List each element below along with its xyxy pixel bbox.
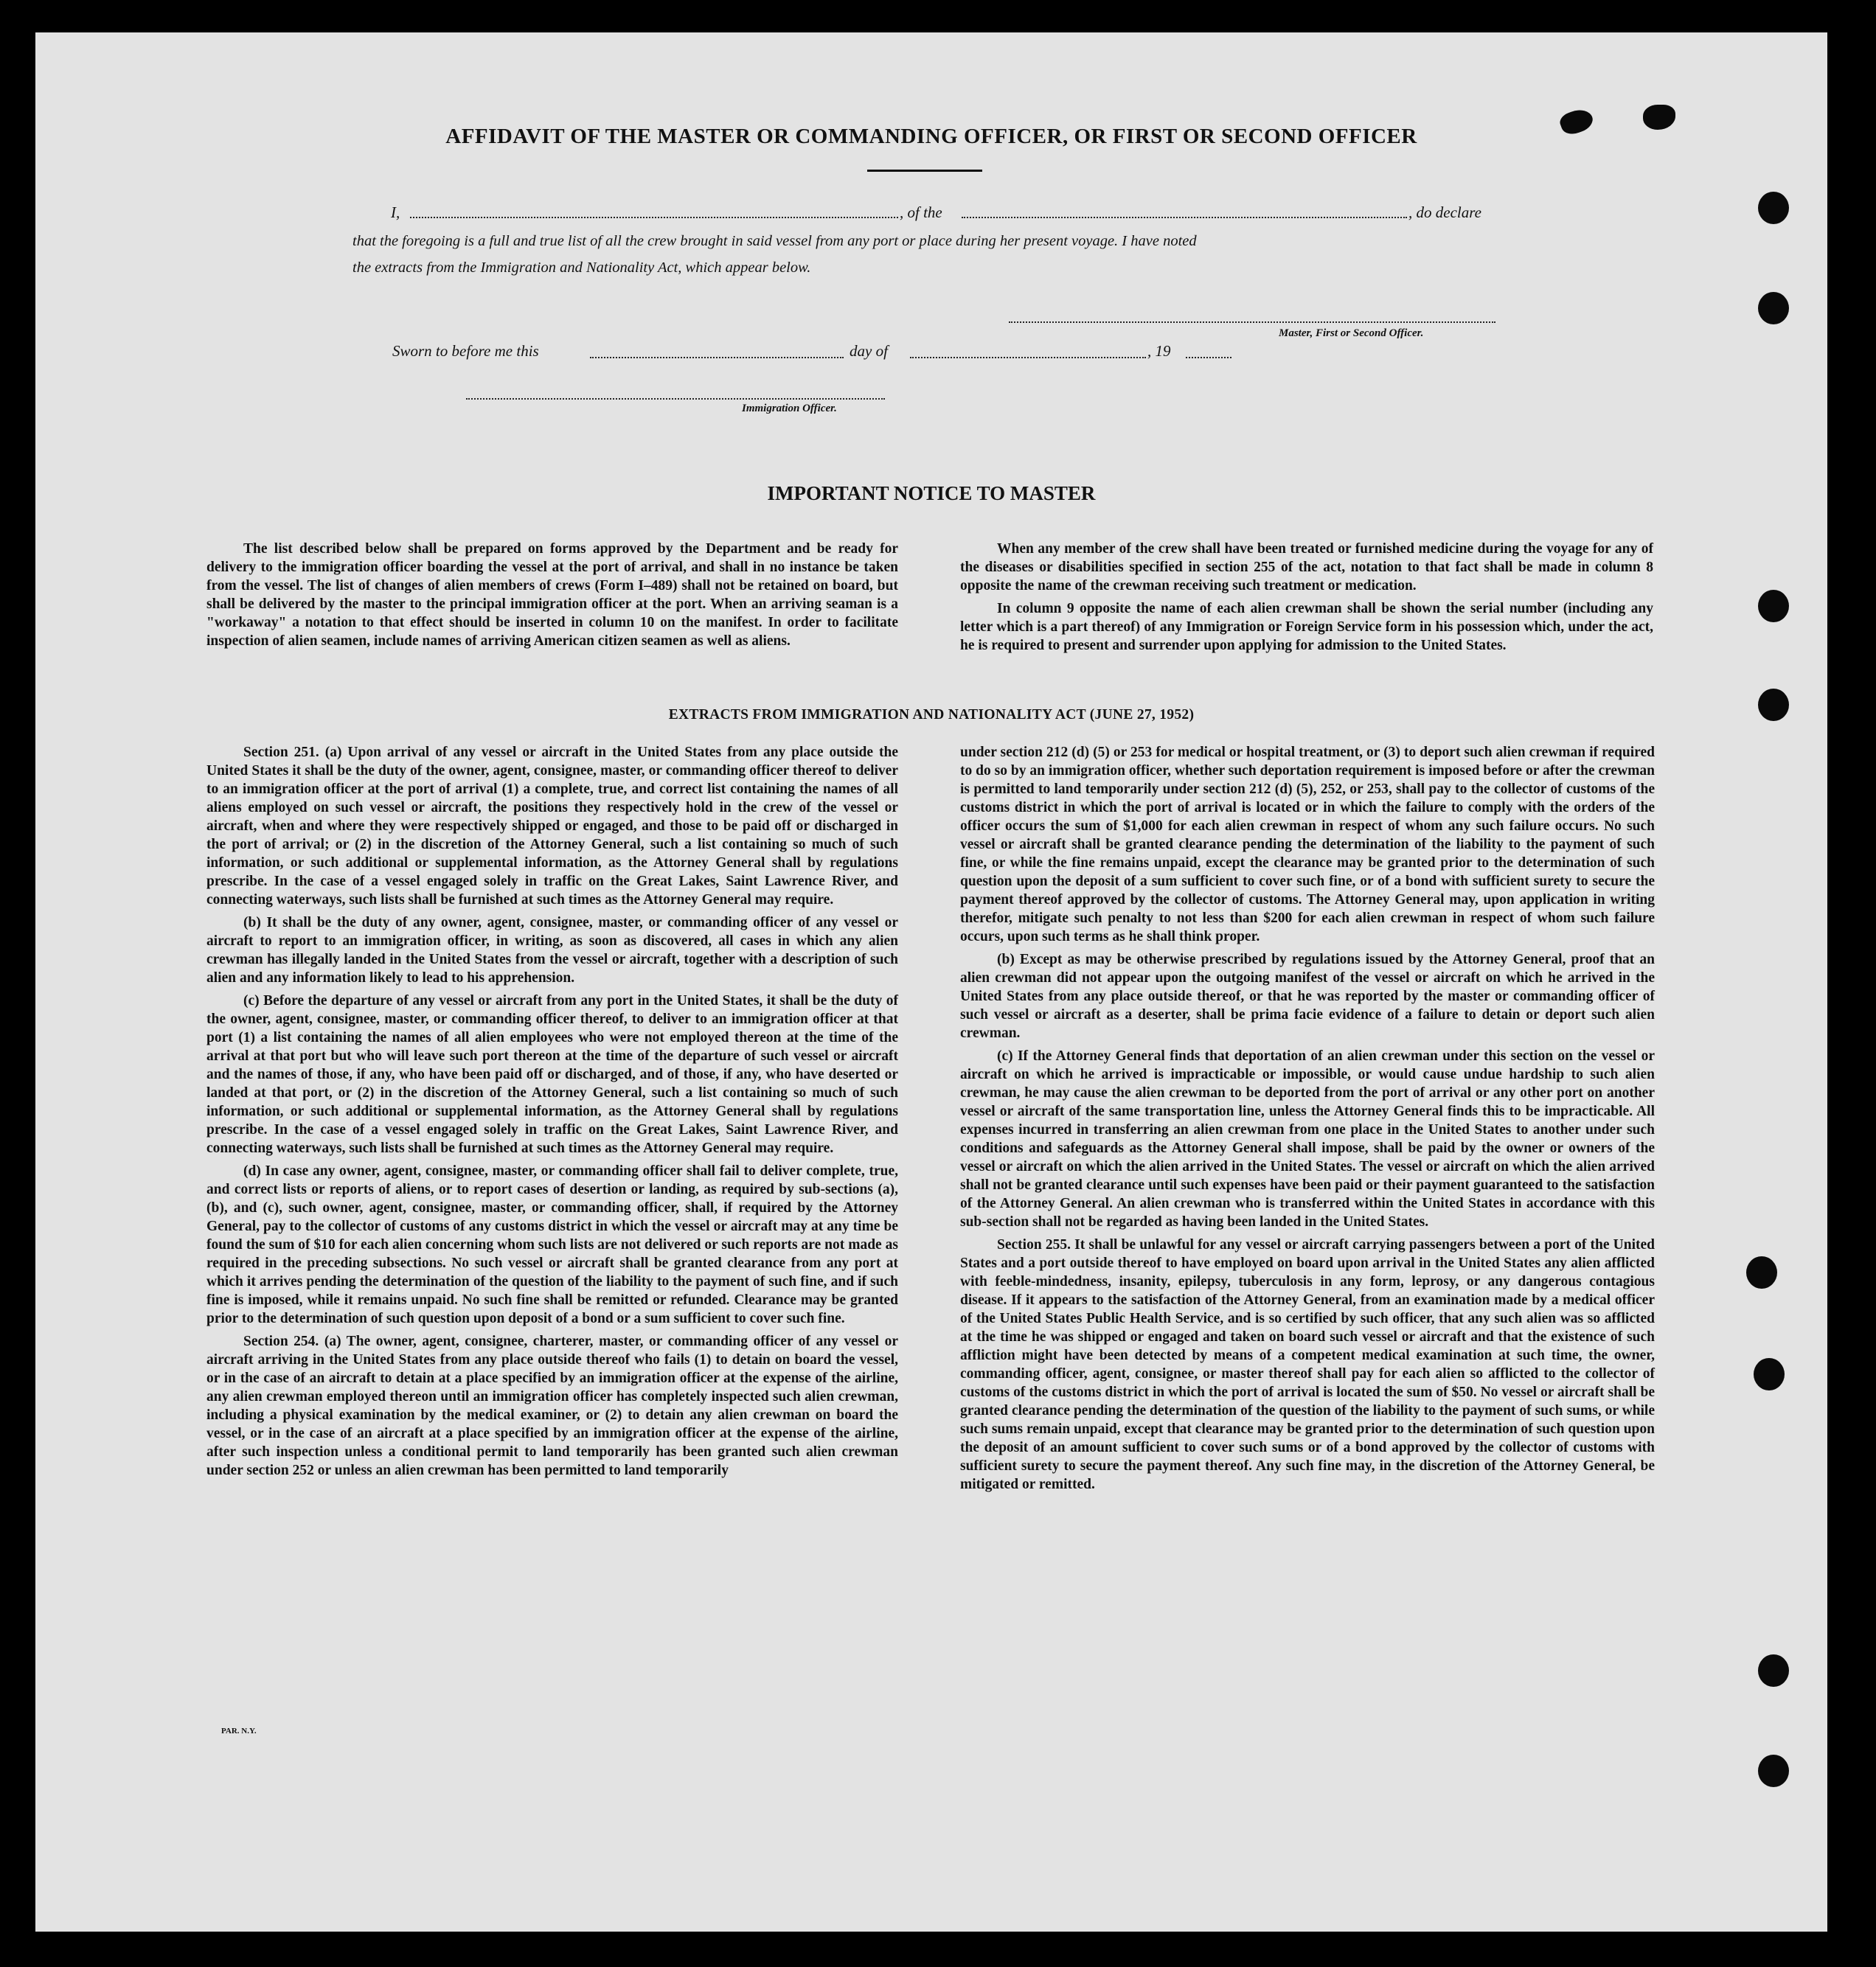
binder-hole <box>1758 1654 1789 1687</box>
extract-paragraph: Section 254. (a) The owner, agent, consignee, charterer, master, or commanding officer of any vessel or aircraft arriving in the United States from any place outside thereof who fails (1) to detain on board the vessel, or in the case of an aircraft to detain at a place specified by an immigration officer at the expense of the airline, any alien crewman employed thereon until an immigration officer has completely inspected such alien crewman, including a physical examination by the medical examiner, or (2) to detain any alien crewman on board the vessel, or in the case of an aircraft at a place specified by an immigration officer at the expense of the airline, after such inspection unless a conditional permit to land temporarily has been granted such alien crewman under section 252 or unless an alien crewman has been permitted to land temporarily <box>206 1334 898 1478</box>
of-the-label: , of the <box>900 203 942 221</box>
extracts-left-column <box>206 743 898 1484</box>
vessel-field[interactable] <box>962 217 1407 218</box>
binder-hole <box>1758 1755 1789 1787</box>
declaration-line-3: the extracts from the Immigration and Nationality Act, which appear below. <box>352 260 811 276</box>
binder-hole <box>1758 192 1789 224</box>
extract-paragraph: (b) It shall be the duty of any owner, agent, consignee, master, or commanding officer of any vessel or aircraft to report to an immigration officer, in writing, as soon as discovered, all cases in which any alien crewman has illegally landed in the United States from the vessel or aircraft, together with a description of such alien and any information likely to lead to his apprehension. <box>206 915 898 986</box>
binder-hole <box>1746 1256 1777 1289</box>
document-page <box>35 32 1827 1932</box>
title-underline <box>867 170 982 172</box>
sworn-date-field[interactable] <box>590 357 844 358</box>
extract-paragraph: (c) Before the departure of any vessel or aircraft from any port in the United States, it shall be the duty of the owner, agent, consignee, master, or commanding officer thereof, to deliver to an immigration officer at that port (1) a list containing the names of all alien employees who were not employed thereon at the time of the arrival at that port but who will leave such port thereon at the time of the departure of such vessel or aircraft and the names of those, if any, who have been paid off or discharged, and of those, if any, who have deserted or landed at that port, or (2) in the discretion of the Attorney General, such a list containing so much of such information, or such additional or supplemental information, as the Attorney General shall by regulations prescribe. In the case of a vessel engaged solely in traffic on the Great Lakes, Saint Lawrence River, and connecting waterways, such lists shall be furnished at such times as the Attorney General may require. <box>206 993 898 1156</box>
month-field[interactable] <box>910 357 1146 358</box>
affidavit-title: AFFIDAVIT OF THE MASTER OR COMMANDING OFFICER, OR FIRST OR SECOND OFFICER <box>445 125 1417 148</box>
binder-hole <box>1758 590 1789 622</box>
do-declare-label: , do declare <box>1408 203 1481 221</box>
notice-left-column <box>206 540 898 655</box>
master-signature-field[interactable] <box>1009 321 1495 323</box>
master-signature-label: Master, First or Second Officer. <box>1279 327 1424 339</box>
extract-paragraph: (d) In case any owner, agent, consignee, master, or commanding officer shall fail to deliver complete, true, and correct lists or reports of aliens, or to report cases of desertion or landing, as required by sub-sections (a), (b), and (c), such owner, agent, consignee, master, or commanding officer, shall, if required by the Attorney General, pay to the collector of customs of any customs district in which the vessel or aircraft may at any time be found the sum of $10 for each alien concerning whom such lists are not delivered or such reports are not made as required in the preceding subsections. No such vessel or aircraft shall be granted clearance from any port at which it arrives pending the determination of the question of the liability to the payment of such fine, and if such fine is imposed, while it remains unpaid. No such fine shall be remitted or refunded. Clearance may be granted prior to the determination of such question upon deposit of a bond or a sum sufficient to cover such fine. <box>206 1163 898 1326</box>
extract-paragraph: Section 255. It shall be unlawful for any vessel or aircraft carrying passengers between a port of the United States and a port outside thereof to have employed on board upon arrival in the United States any alien afflicted with feeble-mindedness, insanity, epilepsy, tuberculosis in any form, leprosy, or any dangerous contagious disease. If it appears to the satisfaction of the Attorney General, from an examination made by a medical officer of the United States Public Health Service, and is so certified by such officer, that any such alien was so afflicted at the time he was shipped or engaged and taken on board such vessel or aircraft and that the existence of such affliction might have been detected by means of a competent medical examination at such time, the owner, commanding officer, agent, consignee, or master thereof shall pay for each alien so afflicted to the collector of customs of the customs district in which the port of arrival is located the sum of $50. No vessel or aircraft shall be granted clearance pending the determination of the question of the liability to the payment of such sums, or while such sums remain unpaid, except that clearance may be granted prior to the determination of such question upon the deposit of an amount sufficient to cover such sums or of a bond approved by the collector of customs with sufficient surety to secure the payment thereof. Any such fine may, in the discretion of the Attorney General, be mitigated or remitted. <box>960 1237 1655 1492</box>
printer-mark: PAR. N.Y. <box>221 1727 257 1736</box>
declarant-prefix: I, <box>391 203 400 221</box>
notice-paragraph: When any member of the crew shall have been treated or furnished medicine during the voyage for any of the diseases or disabilities specified in section 255 of the act, notation to that fact shall be made in column 8 opposite the name of the crewman receiving such treatment or medication. <box>960 541 1653 593</box>
year-field[interactable] <box>1186 357 1231 358</box>
year-label: , 19 <box>1147 342 1171 360</box>
extract-paragraph: (c) If the Attorney General finds that deportation of an alien crewman under this section on the vessel or aircraft on which he arrived is impracticable or impossible, or would cause undue hardship to such alien crewman, he may cause the alien crewman to be deported from the port of arrival or any other port on another vessel or aircraft of the same transportation line, unless the Attorney General finds this to be impracticable. All expenses incurred in transferring an alien crewman from one place in the United States to another under such conditions and safeguards as the Attorney General shall impose, shall be paid by the owner or owners of the vessel or aircraft on which the alien arrived in the United States. The vessel or aircraft on which the alien arrived shall not be granted clearance until such expenses have been paid or their payment guaranteed to the satisfaction of the Attorney General. An alien crewman who is transferred within the United States in accordance with this sub-section shall not be regarded as having been landed in the United States. <box>960 1048 1655 1230</box>
notice-paragraph: The list described below shall be prepared on forms approved by the Department and be ready for delivery to the immigration officer boarding the vessel at the port of arrival, and shall in no instance be taken from the vessel. The list of changes of alien members of crews (Form I–489) shall not be retained on board, but shall be delivered by the master to the principal immigration officer at the port. When an arriving seaman is a "workaway" a notation to that effect should be inserted in column 10 on the manifest. In order to facilitate inspection of alien seamen, include names of arriving American citizen seamen as well as aliens. <box>206 541 898 649</box>
binder-hole <box>1758 292 1789 324</box>
extract-paragraph: under section 212 (d) (5) or 253 for medical or hospital treatment, or (3) to deport such alien crewman if required to do so by an immigration officer, whether such deportation requirement is imposed before or after the crewman is permitted to land temporarily under section 212 (d) (5), 252, or 253, shall pay to the collector of customs of the customs district in which the port of arrival is located or in which the failure to comply with the orders of the officer occurs the sum of $1,000 for each alien crewman in respect of whom any such failure occurs. No such vessel or aircraft shall be granted clearance pending the determination of the liability to the payment of such fine, or while the fine remains unpaid, except the clearance may be granted prior to the determination of such question upon the deposit of a sum sufficient to cover such fine, or of a bond with sufficient surety to secure the payment thereof approved by the collector of customs. The Attorney General may, upon application in writing therefor, mitigate such penalty to not less than $200 for each alien crewman in respect of whom such failure occurs, upon such terms as he shall think proper. <box>960 745 1655 944</box>
declaration-line-2: that the foregoing is a full and true list of all the crew brought in said vessel from any port or place during her present voyage. I have noted <box>352 233 1197 249</box>
notice-right-column <box>960 540 1653 659</box>
declarant-name-field[interactable] <box>410 217 898 218</box>
officer-signature-field[interactable] <box>466 398 885 400</box>
extracts-right-column <box>960 743 1655 1498</box>
sworn-label: Sworn to before me this <box>392 342 539 360</box>
extract-paragraph: Section 251. (a) Upon arrival of any vessel or aircraft in the United States from any place outside the United States it shall be the duty of the owner, agent, consignee, master, or commanding officer thereof to deliver to an immigration officer at the port of arrival (1) a complete, true, and correct list containing the names of all aliens employed on such vessel or aircraft, the positions they respectively hold in the crew of the vessel or aircraft, when and where they were respectively shipped or engaged, and those to be paid off or discharged in the port of arrival; or (2) in the discretion of the Attorney General, such a list containing so much of such information, or such additional or supplemental information, as the Attorney General shall by regulations prescribe. In the case of a vessel engaged solely in traffic on the Great Lakes, Saint Lawrence River, and connecting waterways, such lists shall be furnished at such times as the Attorney General may require. <box>206 745 898 908</box>
extracts-title: EXTRACTS FROM IMMIGRATION AND NATIONALITY ACT (JUNE 27, 1952) <box>668 707 1195 723</box>
officer-signature-label: Immigration Officer. <box>742 403 837 414</box>
day-of-label: day of <box>850 342 888 360</box>
binder-hole <box>1754 1358 1785 1390</box>
notice-paragraph: In column 9 opposite the name of each alien crewman shall be shown the serial number (including any letter which is a part thereof) of any Immigration or Foreign Service form in his possession which, under the act, he is required to present and surrender upon applying for admission to the United States. <box>960 601 1653 653</box>
notice-title: IMPORTANT NOTICE TO MASTER <box>767 482 1096 504</box>
extract-paragraph: (b) Except as may be otherwise prescribed by regulations issued by the Attorney General, proof that an alien crewman did not appear upon the outgoing manifest of the vessel or aircraft on which he arrived in the United States from any place outside thereof, or that he was reported by the master or commanding officer of such vessel or aircraft as a deserter, shall be prima facie evidence of a failure to detain or deport such alien crewman. <box>960 952 1655 1041</box>
